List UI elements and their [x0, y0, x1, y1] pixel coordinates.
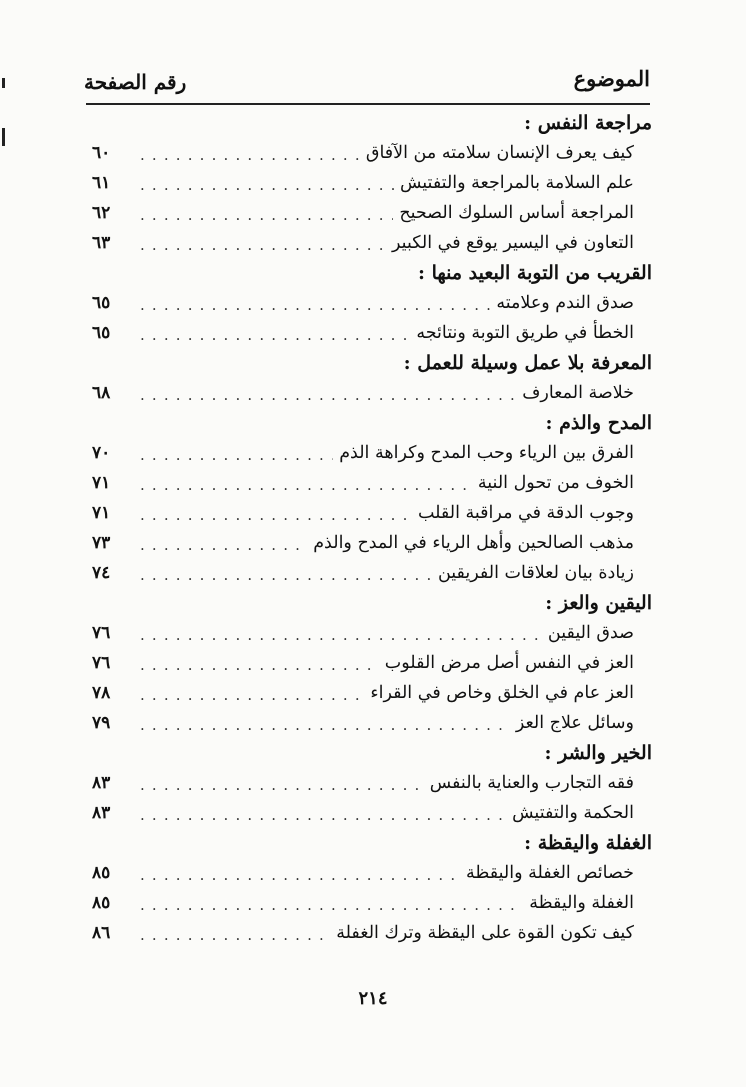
entry-title: التعاون في اليسير يوقع في الكبير [392, 233, 634, 253]
entry-title: الخطأ في طريق التوبة ونتائجه [416, 323, 634, 343]
entry-title: كيف تكون القوة على اليقظة وترك الغفلة [336, 923, 634, 943]
dot-leader [140, 318, 410, 348]
scan-edge-mark [2, 78, 5, 88]
entry-title: الغفلة واليقظة [529, 893, 634, 913]
entry-page-number: ٧٦ [92, 653, 111, 673]
subject-column-label: الموضوع [573, 66, 650, 91]
entry-title: كيف يعرف الإنسان سلامته من الآفاق [365, 143, 634, 163]
entry-page-number: ٦٥ [92, 293, 111, 313]
toc-entry [86, 558, 652, 588]
toc-entry [86, 888, 652, 918]
entry-page-number: ٦٠ [92, 143, 111, 163]
section-title: القريب من التوبة البعيد منها : [417, 262, 652, 284]
entry-title: صدق الندم وعلامته [496, 293, 634, 313]
section-title: المعرفة بلا عمل وسيلة للعمل : [403, 352, 652, 374]
scan-edge-mark [2, 128, 5, 146]
dot-leader [140, 648, 379, 678]
toc-entry [86, 858, 652, 888]
entry-page-number: ٧٦ [92, 623, 111, 643]
entry-page-number: ٧٨ [92, 683, 111, 703]
entry-title: زيادة بيان لعلاقات الفريقين [437, 563, 634, 583]
entry-page-number: ٦٢ [92, 203, 111, 223]
toc-entry [86, 468, 652, 498]
entry-title: وسائل علاج العز [515, 713, 634, 733]
entry-page-number: ٦٥ [92, 323, 111, 343]
entry-page-number: ٧١ [92, 503, 111, 523]
dot-leader [140, 288, 490, 318]
toc-entry [86, 288, 652, 318]
dot-leader [140, 438, 333, 468]
entry-page-number: ٨٦ [92, 923, 111, 943]
toc-entry [86, 678, 652, 708]
entry-title: مذهب الصالحين وأهل الرياء في المدح والذم [313, 533, 634, 553]
toc-entry [86, 138, 652, 168]
section-title: مراجعة النفس : [524, 112, 652, 134]
toc-entry [86, 498, 652, 528]
entry-title: خلاصة المعارف [522, 383, 634, 403]
entry-page-number: ٧٣ [92, 533, 111, 553]
toc-entry [86, 228, 652, 258]
section-title: المدح والذم : [545, 412, 652, 434]
toc-entry [86, 768, 652, 798]
dot-leader [140, 168, 394, 198]
dot-leader [140, 678, 364, 708]
toc-entry [86, 198, 652, 228]
entry-title: الحكمة والتفتيش [512, 803, 634, 823]
section-title: الغفلة واليقظة : [524, 832, 652, 854]
page-number-column-label: رقم الصفحة [84, 70, 187, 94]
dot-leader [140, 468, 472, 498]
entry-page-number: ٧٩ [92, 713, 111, 733]
table-of-contents [86, 108, 652, 948]
dot-leader [140, 768, 424, 798]
entry-title: العز في النفس أصل مرض القلوب [384, 653, 634, 673]
dot-leader [140, 858, 460, 888]
entry-page-number: ٨٥ [92, 893, 111, 913]
toc-entry [86, 708, 652, 738]
entry-page-number: ٨٥ [92, 863, 111, 883]
dot-leader [140, 198, 393, 228]
entry-page-number: ٧١ [92, 473, 111, 493]
dot-leader [140, 888, 523, 918]
entry-title: فقه التجارب والعناية بالنفس [429, 773, 634, 793]
toc-entry [86, 168, 652, 198]
section-title: اليقين والعز : [545, 592, 652, 614]
entry-page-number: ٧٤ [92, 563, 111, 583]
page-number: ٢١٤ [358, 988, 388, 1009]
dot-leader [140, 378, 516, 408]
entry-title: خصائص الغفلة واليقظة [466, 863, 634, 883]
toc-entry [86, 438, 652, 468]
entry-title: الخوف من تحول النية [477, 473, 634, 493]
section-title: الخير والشر : [544, 742, 652, 764]
header-divider [86, 103, 650, 105]
toc-entry [86, 798, 652, 828]
toc-entry [86, 378, 652, 408]
toc-entry [86, 318, 652, 348]
dot-leader [140, 528, 307, 558]
entry-title: علم السلامة بالمراجعة والتفتيش [399, 173, 634, 193]
toc-entry [86, 528, 652, 558]
entry-page-number: ٨٣ [92, 773, 111, 793]
entry-page-number: ٦٨ [92, 383, 111, 403]
entry-page-number: ٨٣ [92, 803, 111, 823]
toc-entry [86, 918, 652, 948]
entry-title: المراجعة أساس السلوك الصحيح [399, 203, 634, 223]
dot-leader [140, 228, 386, 258]
entry-page-number: ٧٠ [92, 443, 111, 463]
entry-page-number: ٦٣ [92, 233, 111, 253]
entry-page-number: ٦١ [92, 173, 111, 193]
entry-title: وجوب الدقة في مراقبة القلب [417, 503, 634, 523]
toc-entry [86, 648, 652, 678]
entry-title: صدق اليقين [547, 623, 634, 643]
dot-leader [140, 138, 360, 168]
dot-leader [140, 558, 432, 588]
dot-leader [140, 798, 506, 828]
dot-leader [140, 708, 510, 738]
toc-entry [86, 618, 652, 648]
dot-leader [140, 918, 330, 948]
toc-header [84, 60, 650, 104]
entry-title: العز عام في الخلق وخاص في القراء [370, 683, 634, 703]
entry-title: الفرق بين الرياء وحب المدح وكراهة الذم [339, 443, 634, 463]
dot-leader [140, 618, 542, 648]
dot-leader [140, 498, 412, 528]
